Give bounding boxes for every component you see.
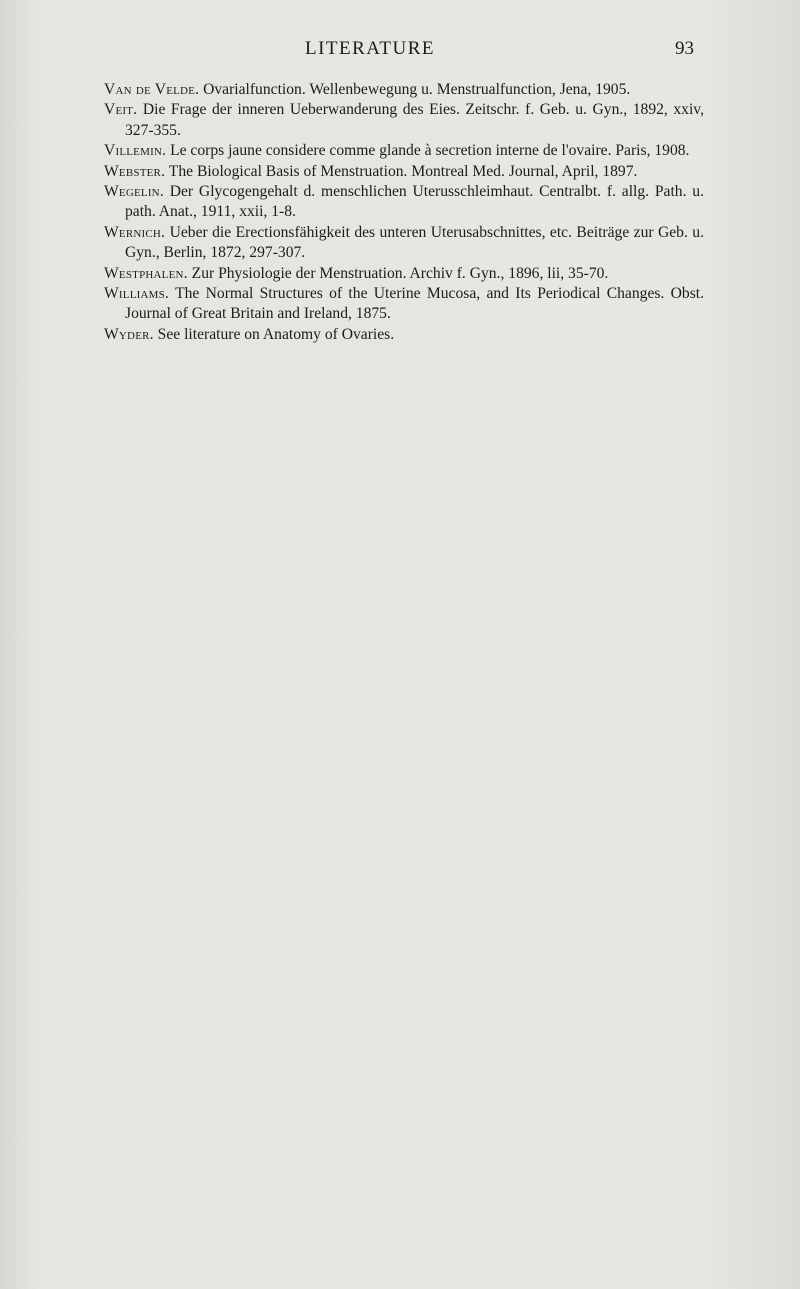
reference-author: Webster.	[104, 162, 166, 180]
reference-entry	[104, 264, 704, 284]
reference-text: Ovarialfunction. Wellenbewegung u. Menstrualfunction, Jena, 1905.	[203, 81, 631, 98]
reference-list	[104, 80, 704, 345]
reference-entry	[104, 100, 704, 141]
reference-author: Williams.	[104, 285, 170, 303]
reference-author: Wernich.	[104, 223, 166, 241]
reference-text: The Biological Basis of Menstruation. Montreal Med. Journal, April, 1897.	[168, 162, 638, 180]
reference-text: Ueber die Erectionsfähigkeit des unteren Uterusabschnittes, etc. Beiträge zur Geb. u. Gyn., Berlin, 1872, 297-307.	[125, 223, 705, 262]
page-number: 93	[675, 38, 694, 59]
reference-entry	[104, 223, 704, 264]
reference-text: Der Glycogengehalt d. menschlichen Uterusschleimhaut. Centralbt. f. allg. Path. u. path. Anat., 1911, xxii, 1-8.	[125, 183, 704, 221]
reference-text: The Normal Structures of the Uterine Mucosa, and Its Periodical Changes. Obst. Journal of Great Britain and Ireland, 1875.	[125, 285, 705, 323]
reference-text: Zur Physiologie der Menstruation. Archiv f. Gyn., 1896, lii, 35-70.	[191, 264, 609, 282]
page-header	[0, 38, 800, 66]
reference-text: Le corps jaune considere comme glande à secretion interne de l'ovaire. Paris, 1908.	[170, 142, 690, 160]
reference-entry	[104, 162, 704, 182]
reference-text: See literature on Anatomy of Ovaries.	[157, 325, 395, 343]
reference-entry	[104, 141, 704, 161]
running-title: LITERATURE	[304, 38, 436, 59]
reference-author: Villemin.	[104, 142, 167, 160]
reference-author: Westphalen.	[104, 264, 188, 282]
reference-author: Veit.	[104, 101, 138, 119]
reference-entry	[104, 182, 704, 223]
reference-author: Wegelin.	[104, 183, 164, 201]
reference-author: Van de Velde.	[104, 81, 200, 98]
reference-entry	[104, 325, 704, 345]
reference-entry	[104, 284, 704, 325]
reference-author: Wyder.	[104, 325, 154, 343]
reference-entry	[104, 80, 704, 100]
reference-text: Die Frage der inneren Ueberwanderung des Eies. Zeitschr. f. Geb. u. Gyn., 1892, xxiv, 327-355.	[125, 101, 704, 139]
